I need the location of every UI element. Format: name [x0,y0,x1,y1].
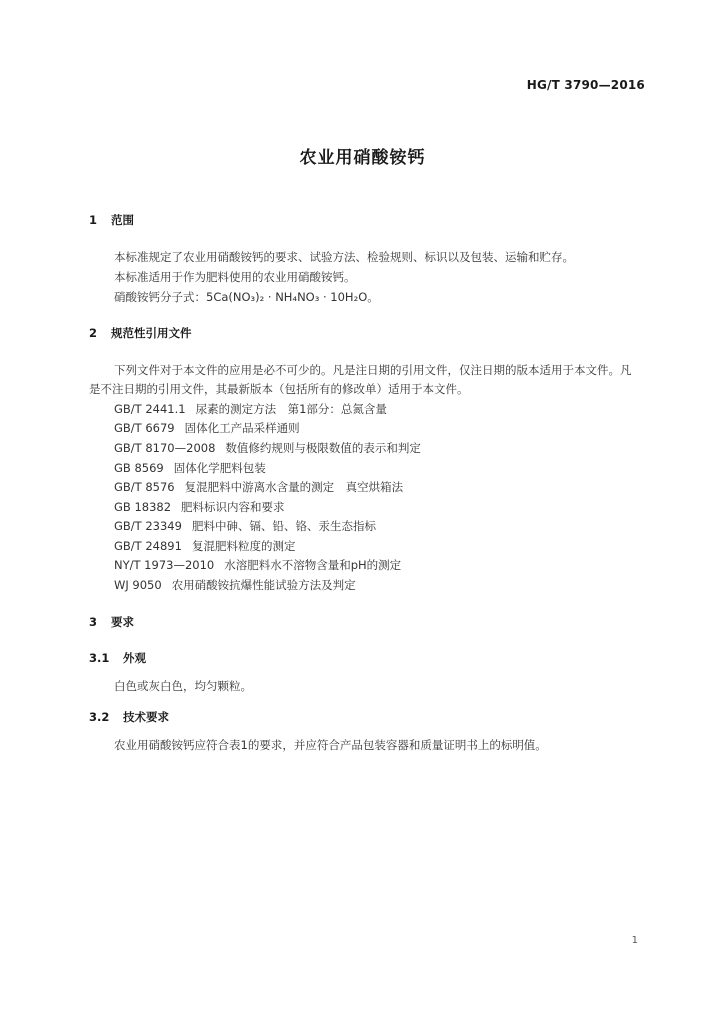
reference-item [114,577,356,593]
reference-code: GB/T 8170—2008 [114,441,216,455]
reference-title: 数值修约规则与极限数值的表示和判定 [225,441,421,455]
reference-item [114,401,387,417]
subsection-title: 技术要求 [123,710,170,724]
reference-title: 复混肥料中游离水含量的测定 真空烘箱法 [184,480,404,494]
paragraph: 农业用硝酸铵钙应符合表1的要求，并应符合产品包装容器和质量证明书上的标明值。 [114,738,547,752]
reference-title: 水溶肥料水不溶物含量和pH的测定 [224,558,402,572]
paragraph: 白色或灰白色，均匀颗粒。 [114,679,252,693]
reference-title: 复混肥料粒度的测定 [191,539,296,553]
section-title: 范围 [111,213,135,227]
reference-item [114,518,376,534]
standard-code: HG/T 3790—2016 [526,78,645,92]
reference-item [114,440,421,456]
formula-paragraph: 硝酸铵钙分子式：5Ca(NO₃)₂ · NH₄NO₃ · 10H₂O。 [114,290,379,304]
subsection-heading-technical [89,709,169,725]
reference-title: 肥料中砷、镉、铅、铬、汞生态指标 [191,519,376,533]
reference-title: 肥料标识内容和要求 [181,500,285,514]
section-number: 2 [89,326,98,340]
reference-title: 尿素的测定方法 第1部分：总氮含量 [195,402,387,416]
reference-title: 固体化学肥料包装 [173,461,266,475]
reference-item [114,420,300,436]
reference-item [114,538,295,554]
reference-code: GB 18382 [114,500,172,514]
reference-code: GB 8569 [114,461,164,475]
reference-title: 农用硝酸铵抗爆性能试验方法及判定 [171,578,356,592]
subsection-heading-appearance [89,650,146,666]
section-title: 规范性引用文件 [111,326,192,340]
subsection-number: 3.1 [89,651,110,665]
section-number: 1 [89,213,98,227]
reference-item [114,557,401,573]
subsection-number: 3.2 [89,710,110,724]
reference-code: NY/T 1973—2010 [114,558,215,572]
paragraph: 本标准规定了农业用硝酸铵钙的要求、试验方法、检验规则、标识以及包装、运输和贮存。 [114,250,574,264]
page-number: 1 [631,935,638,946]
section-heading-scope [89,212,134,228]
subsection-title: 外观 [123,651,147,665]
section-heading-requirements [89,614,134,630]
reference-item [114,479,403,495]
reference-code: GB/T 2441.1 [114,402,186,416]
reference-code: GB/T 24891 [114,539,182,553]
paragraph: 本标准适用于作为肥料使用的农业用硝酸铵钙。 [114,270,356,284]
reference-code: WJ 9050 [114,578,162,592]
reference-code: GB/T 6679 [114,421,175,435]
reference-code: GB/T 23349 [114,519,182,533]
section-number: 3 [89,615,98,629]
document-title: 农业用硝酸铵钙 [299,148,426,168]
reference-title: 固体化工产品采样通则 [184,421,300,435]
section-title: 要求 [111,615,135,629]
section-heading-normative-refs [89,325,192,341]
reference-item [114,499,285,515]
reference-item [114,460,266,476]
reference-code: GB/T 8576 [114,480,175,494]
intro-paragraph: 下列文件对于本文件的应用是必不可少的。凡是注日期的引用文件，仅注日期的版本适用于本文件。凡是不注日期的引用文件，其最新版本（包括所有的修改单）适用于本文件。 [89,363,632,396]
